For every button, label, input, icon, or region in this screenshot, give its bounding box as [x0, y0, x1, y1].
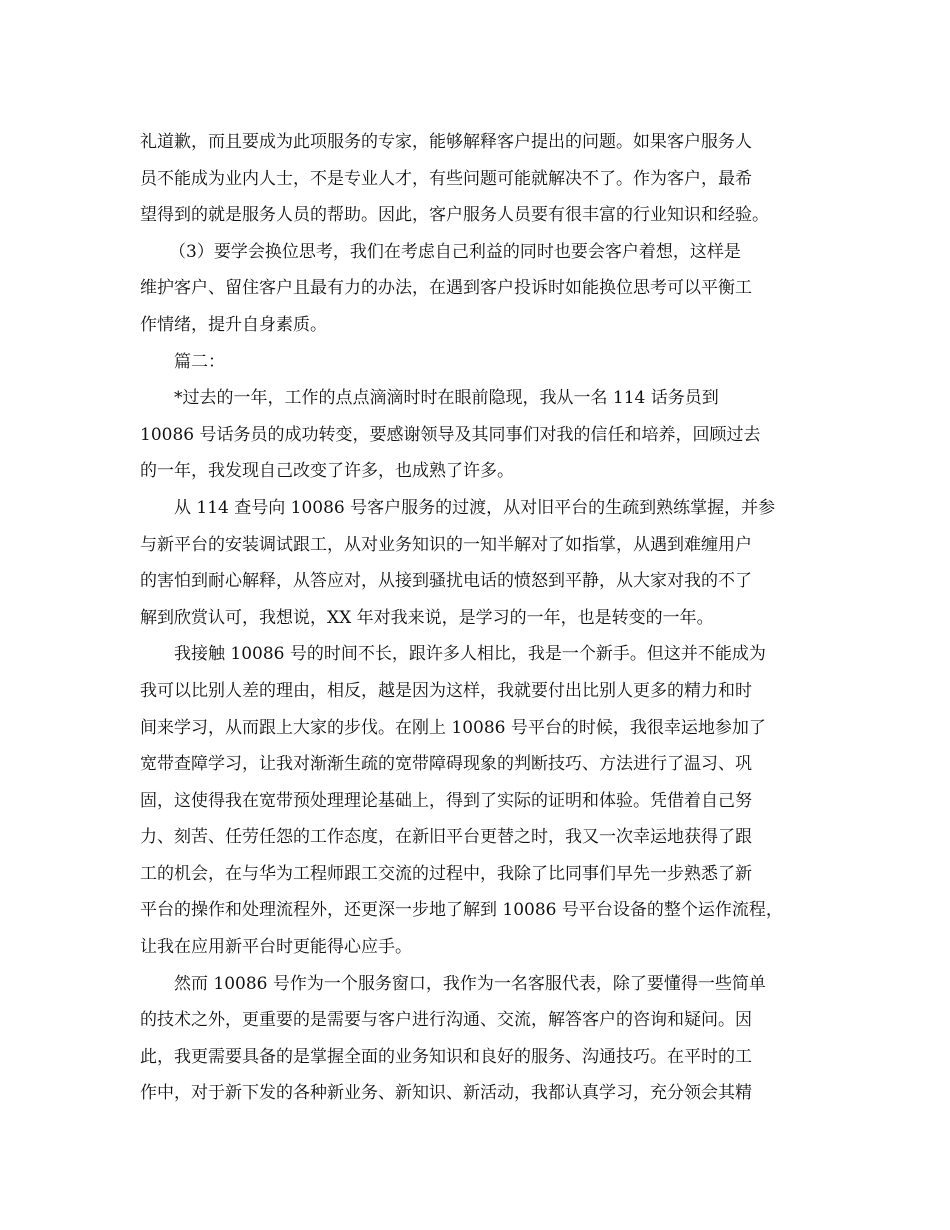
text-line: 作情绪，提升自身素质。 — [140, 314, 327, 335]
text-line: 的害怕到耐心解释，从答应对，从接到骚扰电话的愤怒到平静，从大家对我的不了 — [140, 571, 752, 592]
text-line: 的一年，我发现自己改变了许多，也成熟了许多。 — [140, 461, 514, 482]
text-line: 我接触 10086 号的时间不长，跟许多人相比，我是一个新手。但这并不能成为 — [174, 644, 766, 665]
text-line: 作中，对于新下发的各种新业务、新知识、新活动，我都认真学习，充分领会其精 — [140, 1083, 752, 1104]
text-line: 礼道歉，而且要成为此项服务的专家，能够解释客户提出的问题。如果客户服务人 — [140, 132, 752, 152]
text-line: 间来学习，从而跟上大家的步伐。在刚上 10086 号平台的时候，我很幸运地参加了 — [140, 717, 766, 738]
text-line: 篇二： — [174, 351, 225, 372]
text-line: 力、刻苦、任劳任怨的工作态度，在新旧平台更替之时，我又一次幸运地获得了跟 — [140, 827, 752, 848]
text-line: 我可以比别人差的理由，相反，越是因为这样，我就要付出比别人更多的精力和时 — [140, 680, 752, 701]
text-line: 然而 10086 号作为一个服务窗口，我作为一名客服代表，除了要懂得一些简单 — [174, 973, 766, 994]
text-line: 此，我更需要具备的是掌握全面的业务知识和良好的服务、沟通技巧。在平时的工 — [140, 1046, 752, 1067]
document-body-text — [140, 124, 820, 1112]
text-line: 与新平台的安装调试跟工，从对业务知识的一知半解对了如指掌，从遇到难缠用户 — [140, 534, 752, 555]
text-line: （3）要学会换位思考，我们在考虑自己利益的同时也要会客户着想，这样是 — [169, 241, 741, 262]
text-line: 的技术之外，更重要的是需要与客户进行沟通、交流，解答客户的咨询和疑问。因 — [140, 1010, 752, 1031]
text-line: 宽带查障学习，让我对渐渐生疏的宽带障碍现象的判断技巧、方法进行了温习、巩 — [140, 754, 752, 775]
text-line: 维护客户、留住客户且最有力的办法，在遇到客户投诉时如能换位思考可以平衡工 — [140, 278, 752, 299]
text-line: 工的机会，在与华为工程师跟工交流的过程中，我除了比同事们早先一步熟悉了新 — [140, 863, 752, 884]
text-line: 解到欣赏认可，我想说，XX 年对我来说，是学习的一年，也是转变的一年。 — [140, 607, 714, 628]
text-line: 望得到的就是服务人员的帮助。因此，客户服务人员要有很丰富的行业知识和经验。 — [140, 205, 769, 226]
text-line: 10086 号话务员的成功转变，要感谢领导及其同事们对我的信任和培养，回顾过去 — [140, 424, 761, 445]
text-line: 员不能成为业内人士，不是专业人才，有些问题可能就解决不了。作为客户，最希 — [140, 168, 752, 189]
text-line: *过去的一年，工作的点点滴滴时时在眼前隐现，我从一名 114 话务员到 — [174, 388, 719, 409]
text-line: 平台的操作和处理流程外，还更深一步地了解到 10086 号平台设备的整个运作流程， — [140, 900, 783, 921]
text-line: 从 114 查号向 10086 号客户服务的过渡，从对旧平台的生疏到熟练掌握，并参 — [174, 497, 776, 518]
text-line: 让我在应用新平台时更能得心应手。 — [140, 937, 412, 958]
text-line: 固，这使得我在宽带预处理理论基础上，得到了实际的证明和体验。凭借着自己努 — [140, 790, 752, 811]
